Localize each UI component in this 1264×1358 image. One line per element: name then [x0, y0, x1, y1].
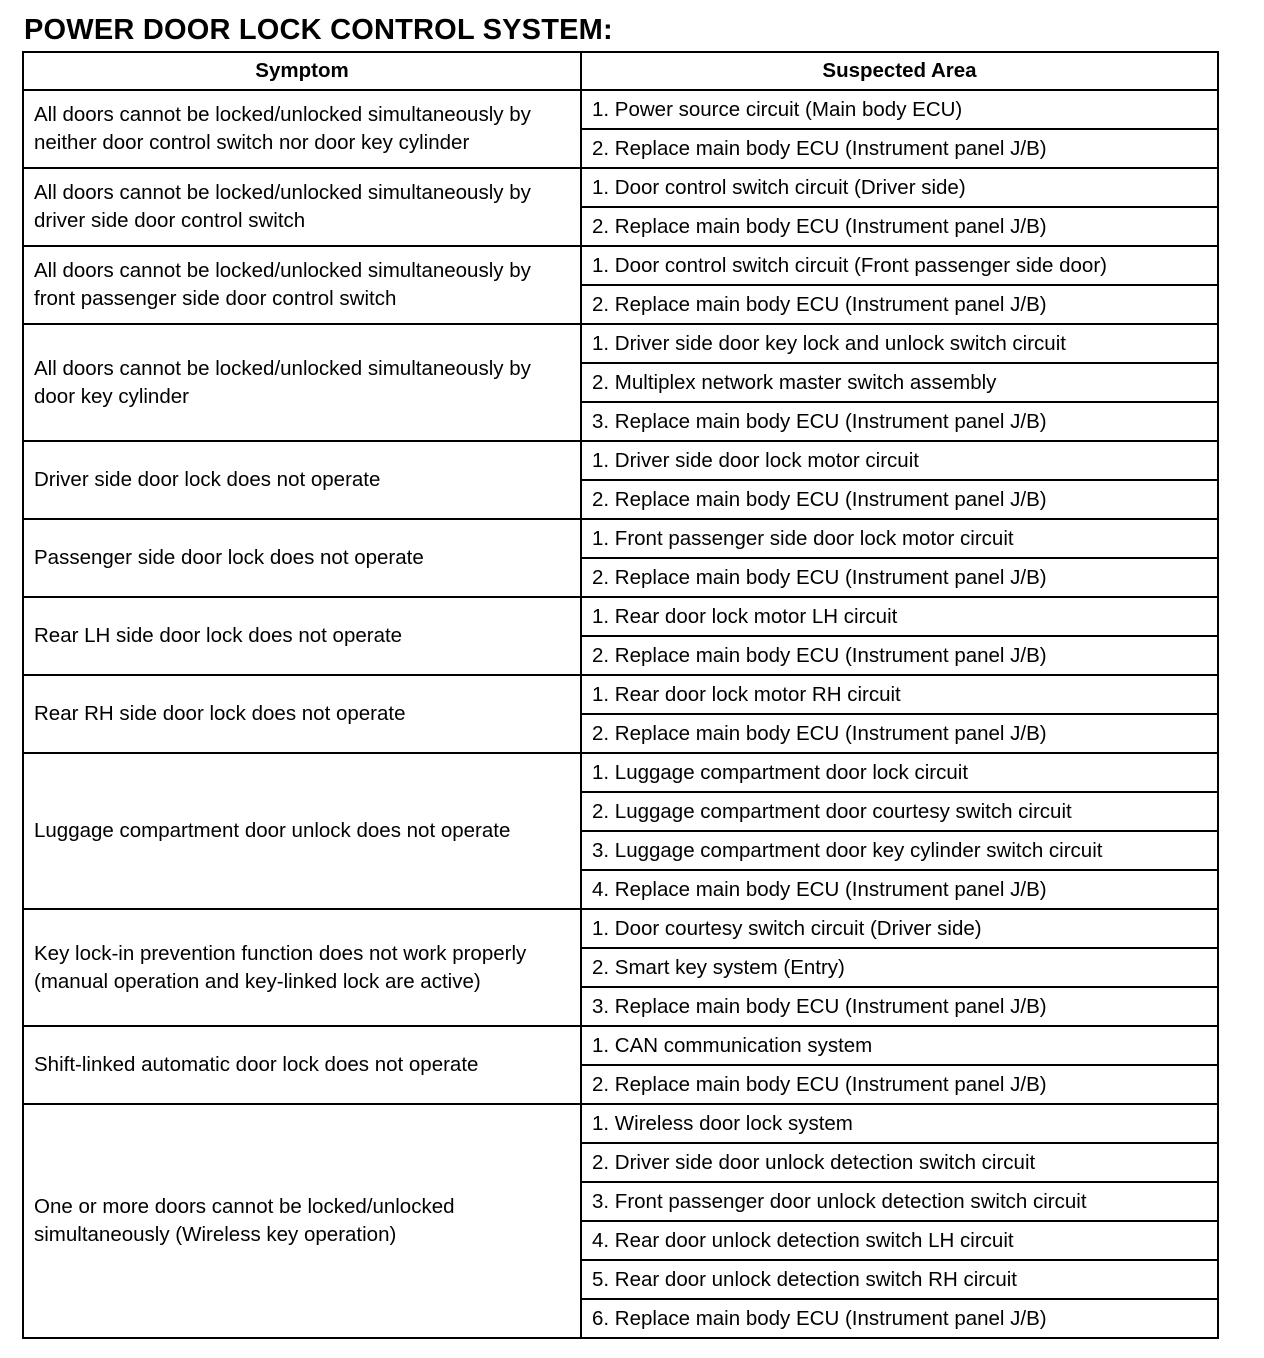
symptom-cell: Rear RH side door lock does not operate	[23, 675, 581, 753]
suspected-area-cell: 1. Rear door lock motor RH circuit	[581, 675, 1218, 714]
symptom-cell: All doors cannot be locked/unlocked simultaneously by front passenger side door control switch	[23, 246, 581, 324]
suspected-area-cell: 2. Smart key system (Entry)	[581, 948, 1218, 987]
symptom-cell: Rear LH side door lock does not operate	[23, 597, 581, 675]
table-row	[23, 753, 1218, 792]
suspected-area-cell: 3. Replace main body ECU (Instrument panel J/B)	[581, 987, 1218, 1026]
symptom-cell: Shift-linked automatic door lock does not operate	[23, 1026, 581, 1104]
suspected-area-cell: 2. Replace main body ECU (Instrument panel J/B)	[581, 714, 1218, 753]
symptom-cell: All doors cannot be locked/unlocked simultaneously by neither door control switch nor door key cylinder	[23, 90, 581, 168]
suspected-area-cell: 1. Power source circuit (Main body ECU)	[581, 90, 1218, 129]
symptom-cell: One or more doors cannot be locked/unlocked simultaneously (Wireless key operation)	[23, 1104, 581, 1338]
suspected-area-cell: 1. Luggage compartment door lock circuit	[581, 753, 1218, 792]
symptom-cell: Key lock-in prevention function does not work properly (manual operation and key-linked lock are active)	[23, 909, 581, 1026]
suspected-area-cell: 1. Rear door lock motor LH circuit	[581, 597, 1218, 636]
suspected-area-cell: 4. Replace main body ECU (Instrument panel J/B)	[581, 870, 1218, 909]
suspected-area-cell: 1. Driver side door lock motor circuit	[581, 441, 1218, 480]
table-row	[23, 324, 1218, 363]
suspected-area-cell: 1. Driver side door key lock and unlock switch circuit	[581, 324, 1218, 363]
table-row	[23, 1026, 1218, 1065]
suspected-area-cell: 2. Replace main body ECU (Instrument panel J/B)	[581, 558, 1218, 597]
header-symptom: Symptom	[23, 52, 581, 90]
suspected-area-cell: 2. Driver side door unlock detection switch circuit	[581, 1143, 1218, 1182]
suspected-area-cell: 2. Replace main body ECU (Instrument panel J/B)	[581, 129, 1218, 168]
suspected-area-cell: 1. Front passenger side door lock motor circuit	[581, 519, 1218, 558]
symptom-cell: Passenger side door lock does not operate	[23, 519, 581, 597]
suspected-area-cell: 1. Door control switch circuit (Driver side)	[581, 168, 1218, 207]
suspected-area-cell: 2. Replace main body ECU (Instrument panel J/B)	[581, 1065, 1218, 1104]
suspected-area-cell: 2. Luggage compartment door courtesy switch circuit	[581, 792, 1218, 831]
table-header-row	[23, 52, 1218, 90]
table-row	[23, 246, 1218, 285]
suspected-area-cell: 3. Luggage compartment door key cylinder switch circuit	[581, 831, 1218, 870]
symptom-cell: All doors cannot be locked/unlocked simultaneously by driver side door control switch	[23, 168, 581, 246]
suspected-area-cell: 1. Wireless door lock system	[581, 1104, 1218, 1143]
symptom-cell: Luggage compartment door unlock does not operate	[23, 753, 581, 909]
symptom-cell: All doors cannot be locked/unlocked simultaneously by door key cylinder	[23, 324, 581, 441]
table-row	[23, 909, 1218, 948]
table-row	[23, 675, 1218, 714]
symptom-cell: Driver side door lock does not operate	[23, 441, 581, 519]
suspected-area-cell: 2. Replace main body ECU (Instrument panel J/B)	[581, 636, 1218, 675]
suspected-area-cell: 4. Rear door unlock detection switch LH circuit	[581, 1221, 1218, 1260]
table-row	[23, 168, 1218, 207]
table-row	[23, 519, 1218, 558]
suspected-area-cell: 1. CAN communication system	[581, 1026, 1218, 1065]
suspected-area-cell: 3. Front passenger door unlock detection switch circuit	[581, 1182, 1218, 1221]
table-row	[23, 441, 1218, 480]
suspected-area-cell: 1. Door control switch circuit (Front passenger side door)	[581, 246, 1218, 285]
table-row	[23, 1104, 1218, 1143]
suspected-area-cell: 2. Multiplex network master switch assembly	[581, 363, 1218, 402]
suspected-area-cell: 2. Replace main body ECU (Instrument panel J/B)	[581, 207, 1218, 246]
header-suspected-area: Suspected Area	[581, 52, 1218, 90]
table-body	[23, 90, 1218, 1338]
suspected-area-cell: 3. Replace main body ECU (Instrument panel J/B)	[581, 402, 1218, 441]
suspected-area-cell: 5. Rear door unlock detection switch RH circuit	[581, 1260, 1218, 1299]
suspected-area-cell: 6. Replace main body ECU (Instrument panel J/B)	[581, 1299, 1218, 1338]
table-row	[23, 90, 1218, 129]
table-row	[23, 597, 1218, 636]
suspected-area-cell: 2. Replace main body ECU (Instrument panel J/B)	[581, 285, 1218, 324]
page-title: POWER DOOR LOCK CONTROL SYSTEM:	[24, 14, 613, 46]
suspected-area-cell: 1. Door courtesy switch circuit (Driver side)	[581, 909, 1218, 948]
suspected-area-cell: 2. Replace main body ECU (Instrument panel J/B)	[581, 480, 1218, 519]
diagnosis-table	[22, 51, 1219, 1339]
